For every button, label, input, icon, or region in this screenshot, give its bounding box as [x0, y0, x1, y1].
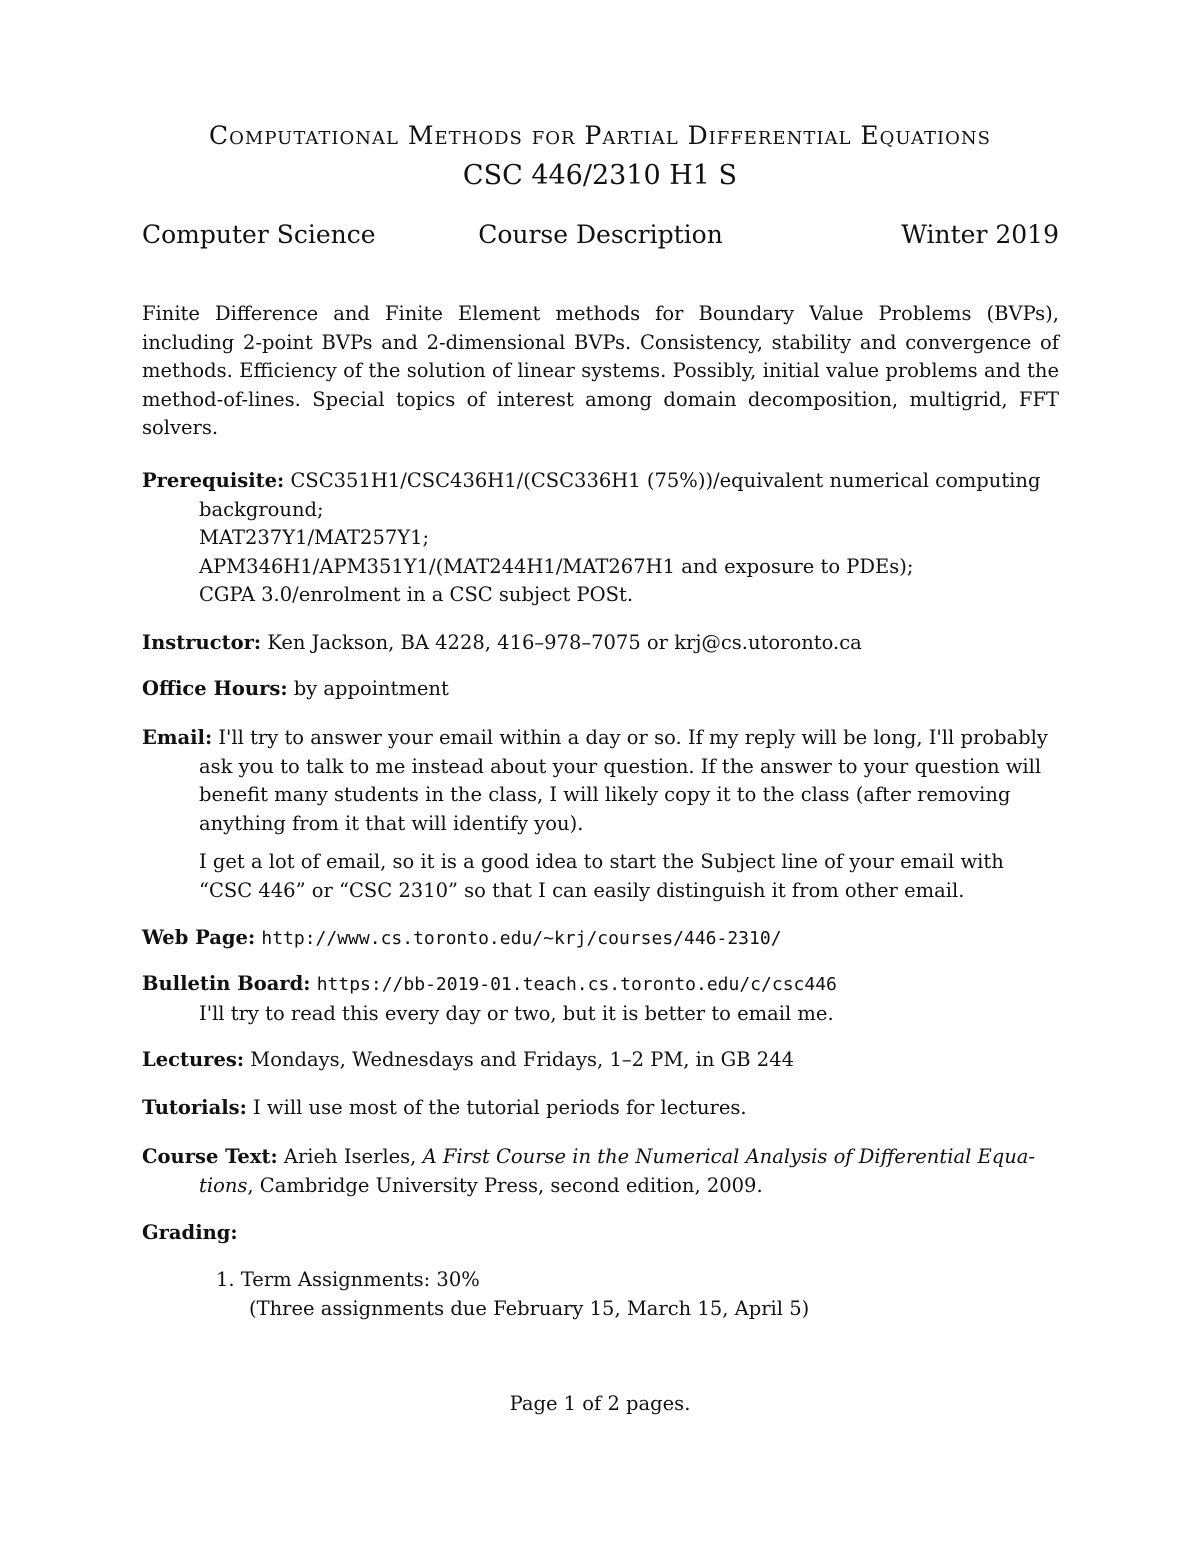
tutorials-text: I will use most of the tutorial periods for lectures. [253, 1096, 747, 1119]
email-line: I get a lot of email, so it is a good idea to start the Subject line of your email with [199, 850, 1004, 874]
office-hours-label: Office Hours: [142, 677, 288, 700]
lectures-section [142, 1046, 1059, 1075]
web-page-url[interactable]: http://www.cs.toronto.edu/~krj/courses/446-2310/ [261, 928, 782, 949]
bulletin-board-note: I'll try to read this every day or two, but it is better to email me. [199, 1001, 834, 1025]
header-row [142, 220, 1059, 254]
email-line: I'll try to answer your email within a day or so. If my reply will be long, I'll probably [218, 726, 1048, 749]
course-description: Finite Difference and Finite Element methods for Boundary Value Problems (BVPs), including 2-point BVPs and 2-dimensional BVPs. Consistency, stability and convergence of methods. Efficiency of the solution of linear systems. Possibly, initial value problems and the method-of-lines. Special topics of interest among domain decomposition, multigrid, FFT solvers. [142, 302, 1059, 440]
office-hours-section [142, 675, 1059, 704]
list-item-detail: (Three assignments due February 15, March 15, April 5) [249, 1296, 810, 1320]
email-line: anything from it that will identify you). [199, 811, 584, 835]
course-text-publisher: , Cambridge University Press, second edition, 2009. [247, 1173, 763, 1197]
instructor-label: Instructor: [142, 631, 262, 654]
course-text-book-title: A First Course in the Numerical Analysis of Differential Equa- [422, 1145, 1035, 1168]
tutorials-section [142, 1094, 1059, 1123]
email-line: benefit many students in the class, I will likely copy it to the class (after removing [199, 783, 1011, 807]
list-item [216, 1266, 1059, 1295]
instructor-section [142, 629, 1059, 658]
course-text-author: Arieh Iserles, [283, 1145, 417, 1168]
lectures-text: Mondays, Wednesdays and Fridays, 1–2 PM, in GB 244 [250, 1048, 795, 1071]
document-type: Course Description [478, 220, 723, 249]
web-page-label: Web Page: [142, 926, 256, 949]
course-title: Computational Methods for Partial Differential Equations [209, 121, 991, 150]
tutorials-label: Tutorials: [142, 1096, 247, 1119]
page-footer: Page 1 of 2 pages. [509, 1392, 691, 1415]
prerequisite-section [142, 467, 1059, 610]
bulletin-board-section [142, 970, 1059, 1028]
term: Winter 2019 [901, 220, 1059, 249]
lectures-label: Lectures: [142, 1048, 245, 1071]
bulletin-board-url[interactable]: https://bb-2019-01.teach.cs.toronto.edu/c/csc446 [316, 974, 837, 995]
prerequisite-line: CGPA 3.0/enrolment in a CSC subject POSt. [199, 583, 634, 607]
course-text-book-title: tions [199, 1173, 248, 1197]
office-hours-text: by appointment [293, 677, 449, 700]
grading-label: Grading: [142, 1221, 238, 1244]
course-text-section [142, 1143, 1059, 1200]
email-line: ask you to talk to me instead about your question. If the answer to your question will [199, 754, 1042, 778]
grading-section [142, 1219, 1059, 1248]
instructor-text: Ken Jackson, BA 4228, 416–978–7075 or krj@cs.utoronto.ca [267, 631, 862, 654]
prerequisite-line: MAT237Y1/MAT257Y1; [199, 526, 430, 550]
email-label: Email: [142, 726, 213, 749]
email-section [142, 724, 1059, 906]
prerequisite-line: background; [199, 497, 324, 521]
list-item-number: 1. [216, 1268, 235, 1291]
course-text-label: Course Text: [142, 1145, 278, 1168]
email-line: “CSC 446” or “CSC 2310” so that I can easily distinguish it from other email. [199, 878, 965, 902]
department: Computer Science [142, 220, 376, 249]
prerequisite-line: APM346H1/APM351Y1/(MAT244H1/MAT267H1 and exposure to PDEs); [199, 554, 914, 578]
web-page-section [142, 924, 1059, 954]
list-item-text: Term Assignments: 30% [240, 1268, 480, 1291]
prerequisite-line: CSC351H1/CSC436H1/(CSC336H1 (75%))/equivalent numerical computing [290, 469, 1041, 492]
bulletin-board-label: Bulletin Board: [142, 972, 311, 995]
grading-list [216, 1266, 1059, 1323]
prerequisite-label: Prerequisite: [142, 469, 285, 492]
course-code: CSC 446/2310 H1 S [462, 160, 738, 191]
